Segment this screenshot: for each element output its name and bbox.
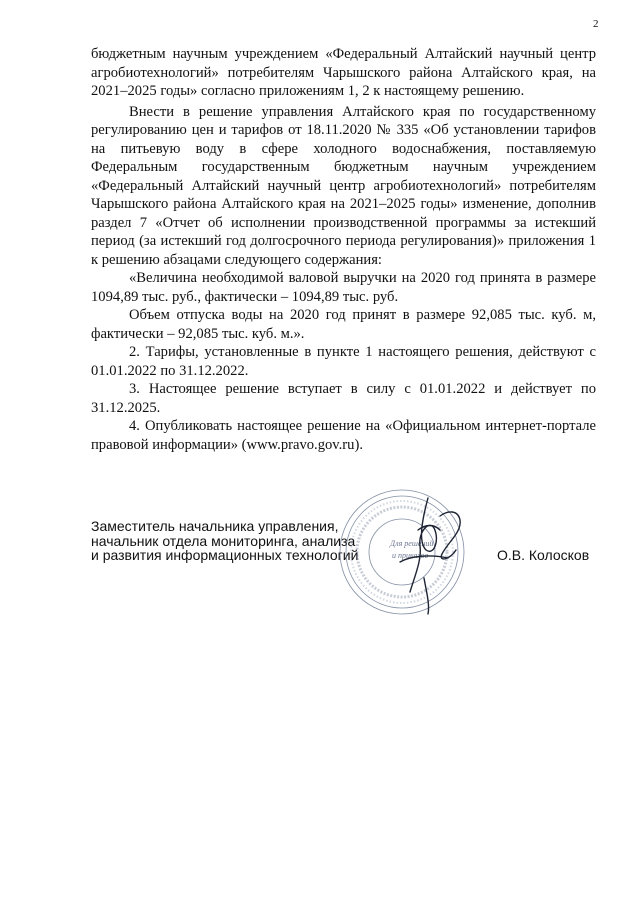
paragraph-item-2: 2. Тарифы, установленные в пункте 1 настоящего решения, действуют с 01.01.2022 по 31.12.2022. [91, 344, 596, 379]
stamp-text-1: Для решений [390, 539, 434, 548]
official-stamp [330, 480, 485, 630]
signatory-title-line: Заместитель начальника управления, [91, 518, 339, 534]
signatory-name: О.В. Колосков [497, 547, 590, 563]
paragraph-amendment: Внести в решение управления Алтайского края по государственному регулированию цен и тарифов от 18.11.2020 № 335 «Об установлении тарифов на питьевую воду в сфере холодного водоснабжения, поставляемую Федеральным государственным бюджетным научным учреждением «Федеральный Алтайский научный центр агробиотехнологий» потребителям Чарышского района Алтайского края на 2021–2025 годы» изменение, дополнив раздел 7 «Отчет об исполнении производственной программы за истекший период (за истекший год долгосрочного периода регулирования)» приложения 1 к решению абзацами следующего содержания: [91, 103, 596, 268]
paragraph-item-3: 3. Настоящее решение вступает в силу с 01.01.2022 и действует по 31.12.2025. [91, 381, 596, 416]
stamp-text-2: и приказов [392, 551, 429, 560]
paragraph-water-volume: Объем отпуска воды на 2020 год принят в размере 92,085 тыс. куб. м, фактически – 92,085 тыс. куб. м.». [91, 307, 596, 342]
paragraph-continuation: бюджетным научным учреждением «Федеральный Алтайский научный центр агробиотехнологий» потребителям Чарышского района Алтайского края, на 2021–2025 годы» согласно приложениям 1, 2 к настоящему решению. [91, 46, 596, 99]
page-number: 2 [593, 18, 599, 30]
signatory-title-line: и развития информационных технологий [91, 547, 359, 563]
paragraph-item-4: 4. Опубликовать настоящее решение на «Официальном интернет-портале правовой информации» (www.pravo.gov.ru). [91, 418, 596, 453]
signatory-title [91, 519, 358, 563]
paragraph-revenue: «Величина необходимой валовой выручки на 2020 год принята в размере 1094,89 тыс. руб., фактически – 1094,89 тыс. руб. [91, 270, 596, 305]
document-body [91, 45, 596, 454]
signatory-title-line: начальник отдела мониторинга, анализа [91, 532, 356, 549]
